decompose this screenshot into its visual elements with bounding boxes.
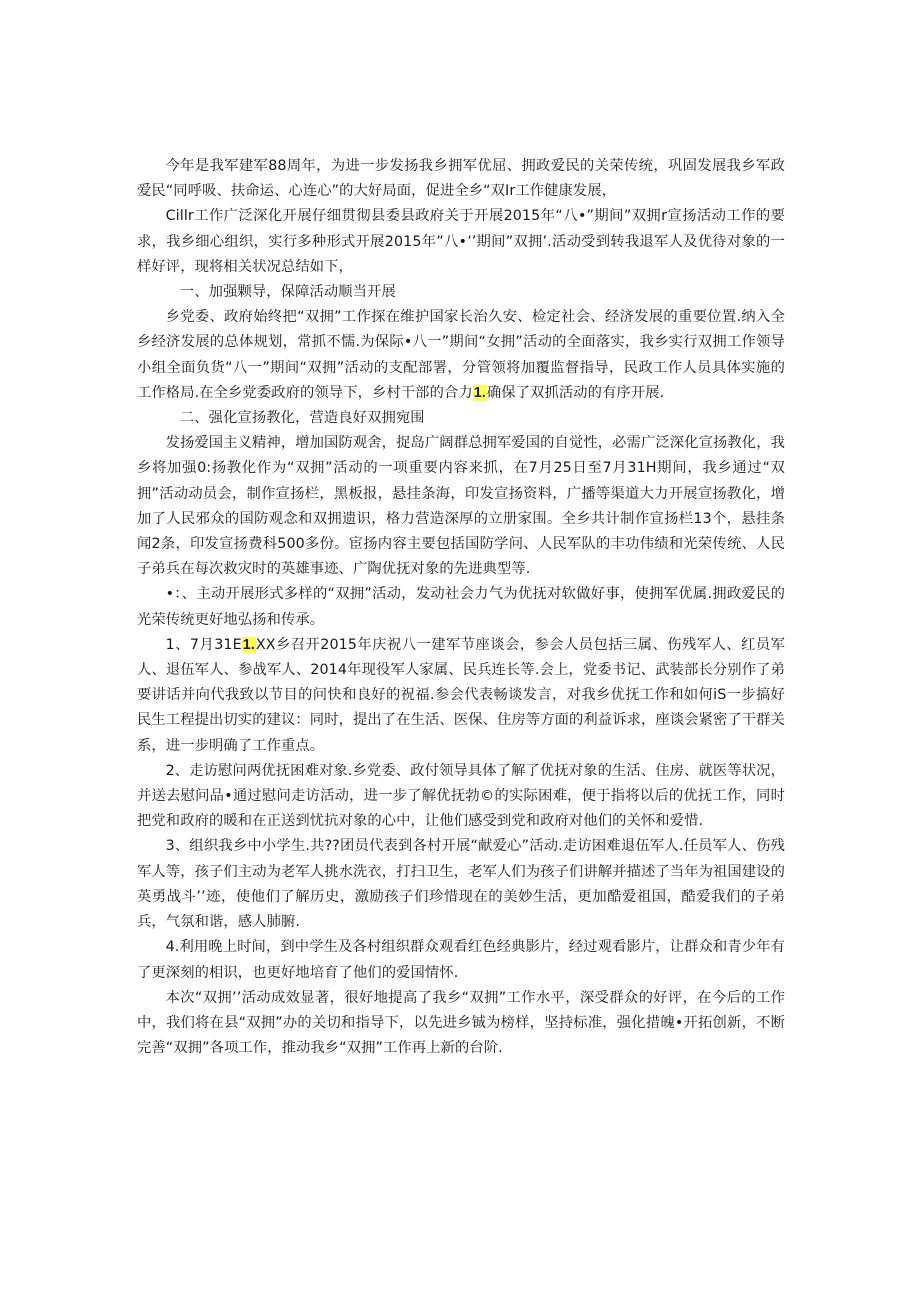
item-1-text: XX乡召开2015年庆祝八一建军节座谈会，参会人员包括三属、伤残军人、红员军人、退伍军人、参战军人、2014年现役军人家属、民兵连长等.会上，党委书记、武装部长分别作了弟要讲话并向代我致以节目的问快和良好的祝福.参会代表畅谈发言，对我乡优抚工作和如何iS一步搞好民生工程提出切实的建议：同时，提出了在生活、医保、住房等方面的利益诉求，座谈会紧密了干群关系，进一步明确了工作重点。 [137,636,785,754]
section-1-text: 乡党委、政府始终把“双拥”工作探在维护国家长治久安、检定社会、经济发展的重要位置.纳入全乡经济发展的总体规划，常抓不懦.为保际•八一”期间“女拥”活动的全面落实，我乡实行双拥工作领导小组全面负货“八一”期间“双拥”活动的支配部署，分管领将加覆监督指导，民政工作人员具体实施的工作格局.在全乡党委政府的领导下，乡村干部的合力 [137,309,785,401]
section-heading-2: 二、强化宣扬教化，营造良好双拥宛围 [179,410,425,427]
highlighted-marker: 1. [473,384,486,401]
section-2-paragraph: 发扬爱国主义精神，增加国防观舍，捉岛广阔群总拥军爱国的自觉性，必需广泛深化宣扬教化，我乡将加强0:扬教化作为“双拥”活动的一项重要内容来抓，在7月25日至7月31H期间，我乡通过“双拥”活动动员会，制作宣扬栏，黑板报，悬挂条海，印发宣扬资料，广播等渠道大力开展宣扬教化，增加了人民邪众的国防观念和双拥遗识，格力营造深厚的立册家围。全乡共计制作宣扬栏13个，悬挂条闻2条，印发宣扬费科500多份。宦扬内容主要包括国防学问、人民军队的丰功伟绩和光荣传统、人民子弟兵在每次救灾时的英雄事迹、广陶优抚对象的先进典型等. [137,435,785,578]
highlighted-marker-2: 1. [242,636,255,653]
summary-paragraph: Cillr工作广泛深化开展仔细贯彻县委县政府关于开展2015年“八•”期间”双拥r宣扬活动工作的要求，我乡细心组织，实行多种形式开展2015年”八•’’期间”双拥’.活动受到转我退军人及优待对象的一样好评，现将相关状况总结如下， [137,208,785,275]
item-2-paragraph: 2、走访慰问两优抚困难对象.乡党委、政付领导具体了解了优抚对象的生活、住房、就医等状况，并送去慰问品•通过慰问走访活动，进一步了解优抚勃©的实际困难，便于指将以后的优抚工作，同时把党和政府的暖和在正送到忧抗对象的心中，让他们感受到党和政府对他们的关怀和爱惜. [137,762,785,830]
section-heading-1: 一、加强颗导，保障活动顺当开展 [179,284,396,301]
conclusion-paragraph: 本次“双拥’’活动成效显著，很好地提高了我乡“双拥”工作水平，深受群众的好评，在今后的工作中，我们将在县“双拥”办的关切和指导下，以先进乡铖为榜样，坚持标准，强化措魄•开拓创新，不断完善“双拥”各项工作，推动我乡“双拥”工作再上新的台阶. [137,989,785,1057]
section-3-intro: •：、主动开展形式多样的“双拥”活动，发动社会力气为优抚对软做好事，使拥军优属.拥政爱民的光荣传统更好地弘扬和传承。 [137,586,785,628]
item-1-paragraph [137,633,785,759]
document-body [137,154,785,1061]
item-1-date: 1、7月31E [165,636,242,653]
item-3-paragraph: 3、组织我乡中小学生.共??团员代表到各村开展“献爱心”活动.走访困难退伍军人.任员军人、伤残军人等，孩子们主动为老军人挑水洗衣，打扫卫生，老军人们为孩子们讲解并描述了当年为祖国建设的英勇战斗’’迹，使他们了解历史，激励孩子们珍惜现在的美妙生活，更加酷爱祖国，酷爱我们的子弟兵，气氛和谐，感人肺腑. [137,838,785,931]
item-4-paragraph: 4.利用晚上时间，到中学生及各村组织群众观看红色经典影片，经过观看影片，让群众和青少年有了更深刻的相识，也更好地培育了他们的爱国情怀. [137,939,785,981]
intro-paragraph: 今年是我军建军88周年，为进一步发扬我乡拥军优屈、拥政爱民的关荣传统，巩固发展我乡军政爱民“同呼吸、扶命运、心连心”的大好局面，促进全乡“双Ir工作健康发展， [137,158,785,200]
section-1-text-end: 确保了双抓活动的有序开展. [486,384,665,401]
section-1-paragraph [137,305,785,406]
